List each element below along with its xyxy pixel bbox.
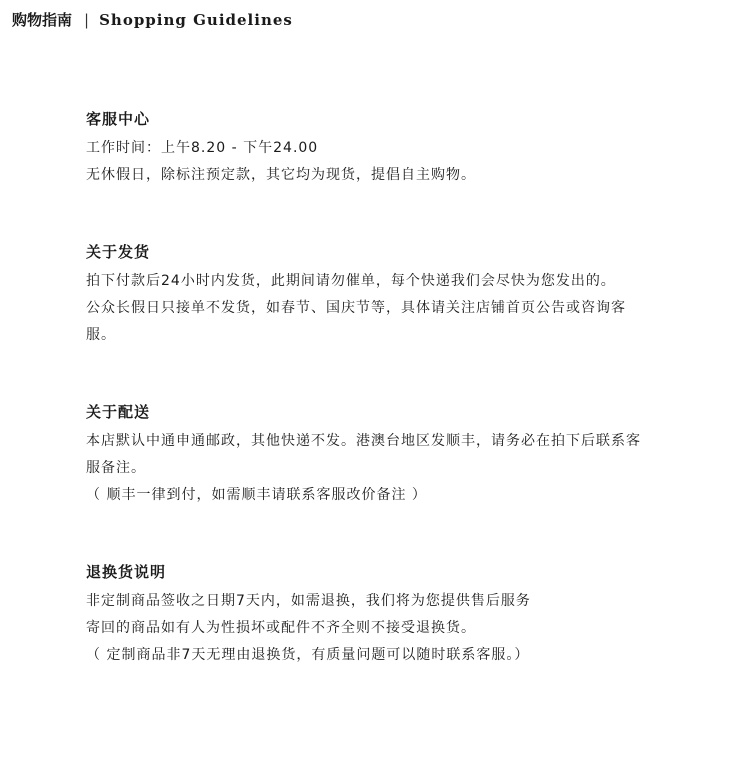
section-title: 关于配送 bbox=[86, 403, 151, 421]
section-title: 退换货说明 bbox=[86, 563, 167, 581]
section-line: 公众长假日只接单不发货，如春节、国庆节等，具体请关注店铺首页公告或咨询客 bbox=[86, 300, 626, 316]
page-header bbox=[12, 9, 293, 31]
section-shipping bbox=[86, 242, 696, 349]
section-line: 无休假日，除标注预定款，其它均为现货，提倡自主购物。 bbox=[86, 167, 476, 183]
header-separator: | bbox=[84, 11, 90, 29]
section-line: 非定制商品签收之日期7天内，如需退换，我们将为您提供售后服务 bbox=[86, 593, 531, 609]
header-en-title: Shopping Guidelines bbox=[99, 11, 293, 29]
section-line: 拍下付款后24小时内发货，此期间请勿催单，每个快递我们会尽快为您发出的。 bbox=[86, 273, 616, 289]
section-line: （ 顺丰一律到付，如需顺丰请联系客服改价备注 ） bbox=[86, 487, 427, 503]
section-line: 服备注。 bbox=[86, 460, 146, 476]
section-line: （ 定制商品非7天无理由退换货，有质量问题可以随时联系客服。） bbox=[86, 647, 530, 663]
section-returns bbox=[86, 562, 696, 669]
section-delivery bbox=[86, 402, 696, 509]
section-line: 寄回的商品如有人为性损坏或配件不齐全则不接受退换货。 bbox=[86, 620, 476, 636]
section-title: 关于发货 bbox=[86, 243, 151, 261]
section-line: 本店默认中通申通邮政，其他快递不发。港澳台地区发顺丰，请务必在拍下后联系客 bbox=[86, 433, 641, 449]
section-title: 客服中心 bbox=[86, 110, 151, 128]
section-customer-service bbox=[86, 109, 696, 189]
header-cn-title: 购物指南 bbox=[12, 11, 73, 29]
section-line: 工作时间：上午8.20 - 下午24.00 bbox=[86, 140, 319, 156]
section-line: 服。 bbox=[86, 327, 116, 343]
